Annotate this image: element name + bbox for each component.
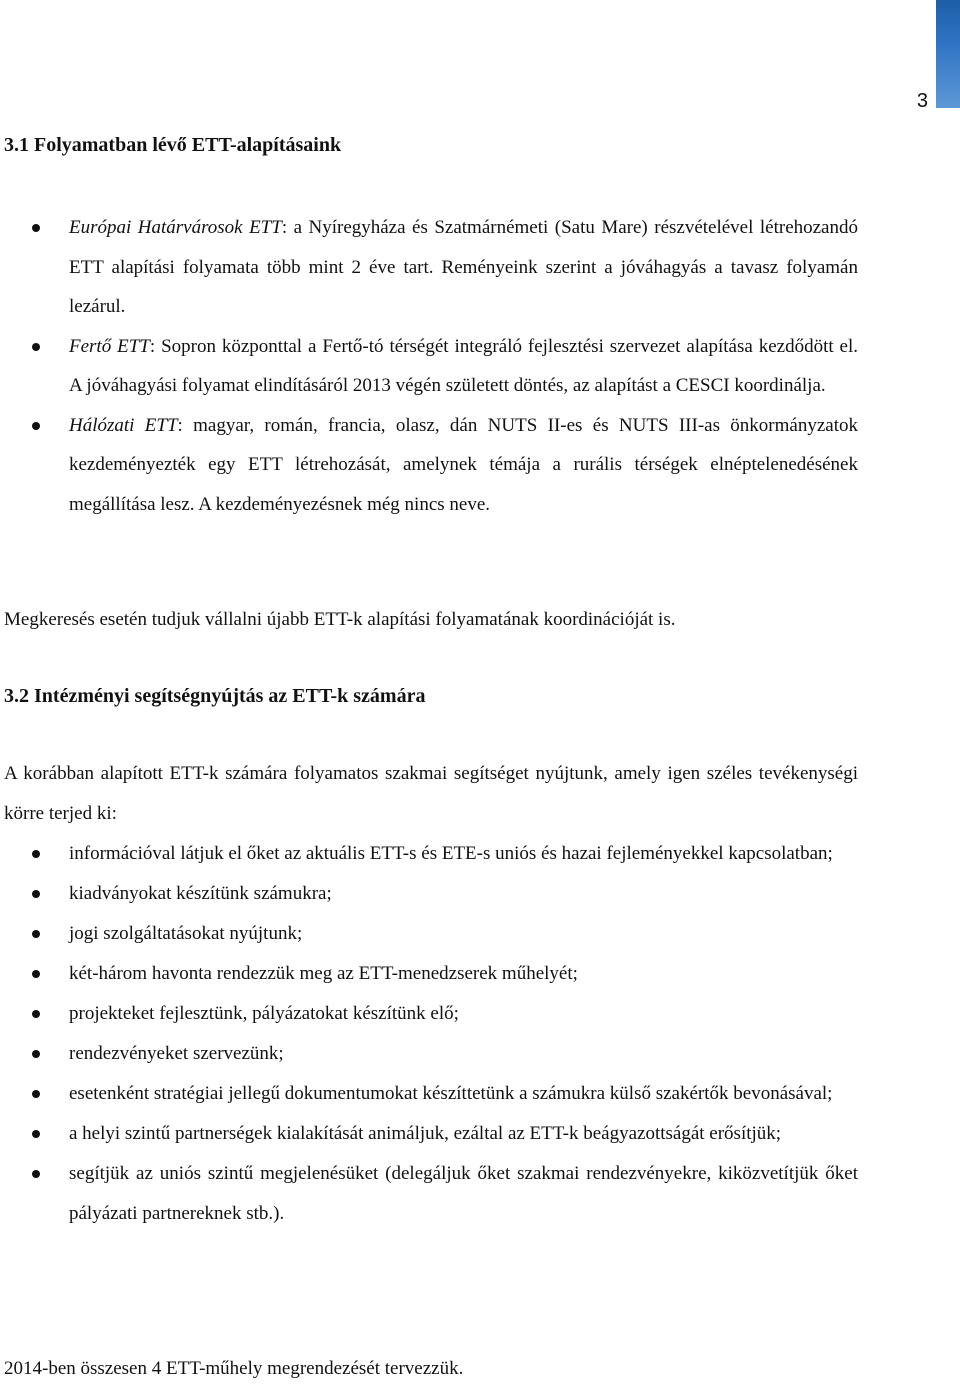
list-item: két-három havonta rendezzük meg az ETT-menedzserek műhelyét; <box>0 954 960 994</box>
list-item <box>0 327 960 406</box>
ett-description: : magyar, román, francia, olasz, dán NUTS II-es és NUTS III-as önkormányzatok kezdeményezték egy ETT létrehozását, amelynek témája a rurális térségek elnéptelenedésének megállítása lesz. A kezdeményezésnek még nincs neve. <box>69 414 858 515</box>
list-item: segítjük az uniós szintű megjelenésüket (delegáljuk őket szakmai rendezvényekre, kiközvetítjük őket pályázati partnereknek stb.). <box>0 1154 960 1234</box>
list-item <box>0 406 960 525</box>
list-item: esetenként stratégiai jellegű dokumentumokat készíttetünk a számukra külső szakértők bevonásával; <box>0 1074 960 1114</box>
page-number: 3 <box>916 90 928 112</box>
ett-founding-list <box>0 208 960 524</box>
ett-name: Hálózati ETT <box>69 414 178 436</box>
section2-intro-paragraph: A korábban alapított ETT-k számára folyamatos szakmai segítséget nyújtunk, amely igen széles tevékenységi körre terjed ki: <box>4 763 858 824</box>
list-item: jogi szolgáltatásokat nyújtunk; <box>0 914 960 954</box>
list-item: kiadványokat készítünk számukra; <box>0 874 960 914</box>
list-item: információval látjuk el őket az aktuális ETT-s és ETE-s uniós és hazai fejleményekkel kapcsolatban; <box>0 834 960 874</box>
list-item: projekteket fejlesztünk, pályázatokat készítünk elő; <box>0 994 960 1034</box>
list-item <box>0 208 960 327</box>
ett-name: Európai Határvárosok ETT <box>69 217 282 238</box>
support-activities-list <box>0 834 960 1234</box>
ett-name: Fertő ETT <box>69 335 150 357</box>
section-heading-3-1: 3.1 Folyamatban lévő ETT-alapításaink <box>4 134 342 156</box>
section1-closing-paragraph: Megkeresés esetén tudjuk vállalni újabb ETT-k alapítási folyamatának koordinációját is. <box>4 609 676 630</box>
section-heading-3-2: 3.2 Intézményi segítségnyújtás az ETT-k számára <box>4 685 426 707</box>
ett-description: : a Nyíregyháza és Szatmárnémeti (Satu Mare) részvételével létrehozandó ETT alapítási folyamata több mint 2 éve tart. Reményeink szerint a jóváhagyás a tavasz folyamán lezárul. <box>69 217 858 317</box>
ett-description: : Sopron központtal a Fertő-tó térségét integráló fejlesztési szervezet alapítása kezdődött el. A jóváhagyási folyamat elindításáról 2013 végén született döntés, az alapítást a CESCI koordinálja. <box>69 335 859 396</box>
section2-closing-paragraph: 2014-ben összesen 4 ETT-műhely megrendezését tervezzük. <box>4 1358 464 1379</box>
list-item: a helyi szintű partnerségek kialakítását animáljuk, ezáltal az ETT-k beágyazottságát erősítjük; <box>0 1114 960 1154</box>
page-accent-bar <box>936 0 960 108</box>
list-item: rendezvényeket szervezünk; <box>0 1034 960 1074</box>
